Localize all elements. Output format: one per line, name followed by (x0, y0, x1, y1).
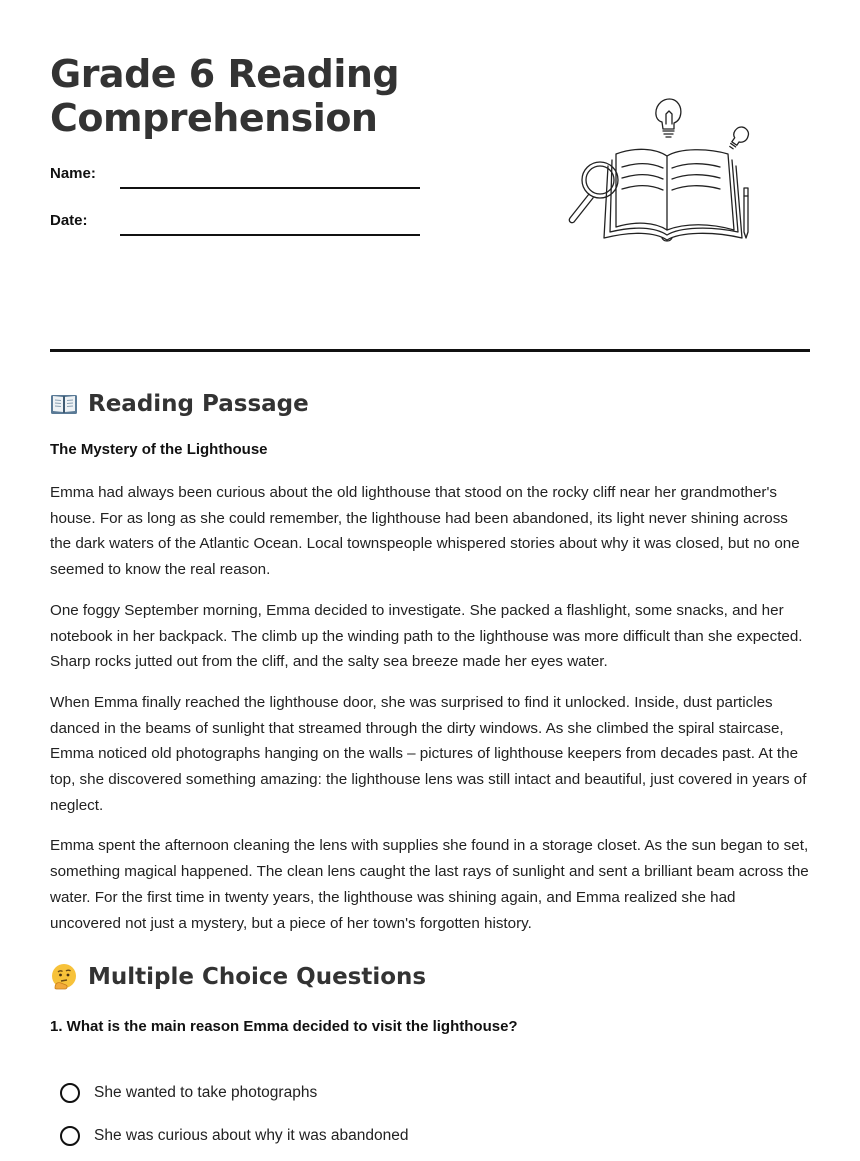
page-title (50, 52, 399, 140)
name-label: Name: (50, 165, 96, 182)
thinking-face-emoji-icon (50, 963, 78, 991)
question-1-option-a[interactable] (60, 1083, 317, 1103)
small-lightbulb-icon (726, 124, 751, 152)
date-label: Date: (50, 212, 88, 229)
section-divider (50, 349, 810, 352)
pencil-icon (744, 188, 748, 238)
reading-passage (50, 480, 810, 951)
question-1-option-b[interactable] (60, 1126, 409, 1146)
passage-paragraph: Emma had always been curious about the old lighthouse that stood on the rocky cliff near her grandmother's house. For as long as she could remember, the lighthouse had been abandoned, its light never shining across the dark waters of the Atlantic Ocean. Local townspeople whispered stories about why it was closed, but no one seemed to know the real reason. (50, 484, 800, 579)
radio-button[interactable] (60, 1126, 80, 1146)
name-field[interactable] (120, 187, 420, 189)
date-field[interactable] (120, 234, 420, 236)
passage-paragraph: One foggy September morning, Emma decided to investigate. She packed a flashlight, some snacks, and her notebook in her backpack. The climb up the winding path to the lighthouse was more difficult than she expected. Sharp rocks jutted out from the cliff, and the salty sea breeze made her eyes water. (50, 601, 803, 671)
multiple-choice-heading-text: Multiple Choice Questions (88, 964, 427, 990)
multiple-choice-heading (50, 963, 426, 991)
title-line-1: Grade 6 Reading (50, 52, 400, 96)
passage-paragraph: Emma spent the afternoon cleaning the lens with supplies she found in a storage closet. As the sun began to set, something magical happened. The clean lens caught the last rays of sunlight and sent a brilliant beam across the water. For the first time in twenty years, the lighthouse was shining again, and Emma realized she had uncovered not just a mystery, but a piece of her town's forgotten history. (50, 837, 809, 932)
radio-button[interactable] (60, 1083, 80, 1103)
question-1: 1. What is the main reason Emma decided to visit the lighthouse? (50, 1018, 518, 1035)
book-illustration (560, 92, 760, 242)
option-label: She wanted to take photographs (94, 1084, 318, 1101)
lightbulb-icon (656, 99, 681, 137)
reading-passage-heading-text: Reading Passage (88, 391, 309, 417)
open-book-icon (604, 149, 742, 241)
title-line-2: Comprehension (50, 96, 378, 140)
story-title: The Mystery of the Lighthouse (50, 441, 268, 458)
passage-paragraph: When Emma finally reached the lighthouse door, she was surprised to find it unlocked. Inside, dust particles danced in the beams of sunlight that streamed through the dirty windows. As she climbed the spiral staircase, Emma noticed old photographs hanging on the walls – pictures of lighthouse keepers from decades past. At the top, she discovered something amazing: the lighthouse lens was still intact and beautiful, just covered in years of neglect. (50, 693, 807, 814)
reading-passage-heading (50, 390, 309, 418)
option-label: She was curious about why it was abandoned (94, 1127, 409, 1144)
open-book-emoji-icon (50, 390, 78, 418)
